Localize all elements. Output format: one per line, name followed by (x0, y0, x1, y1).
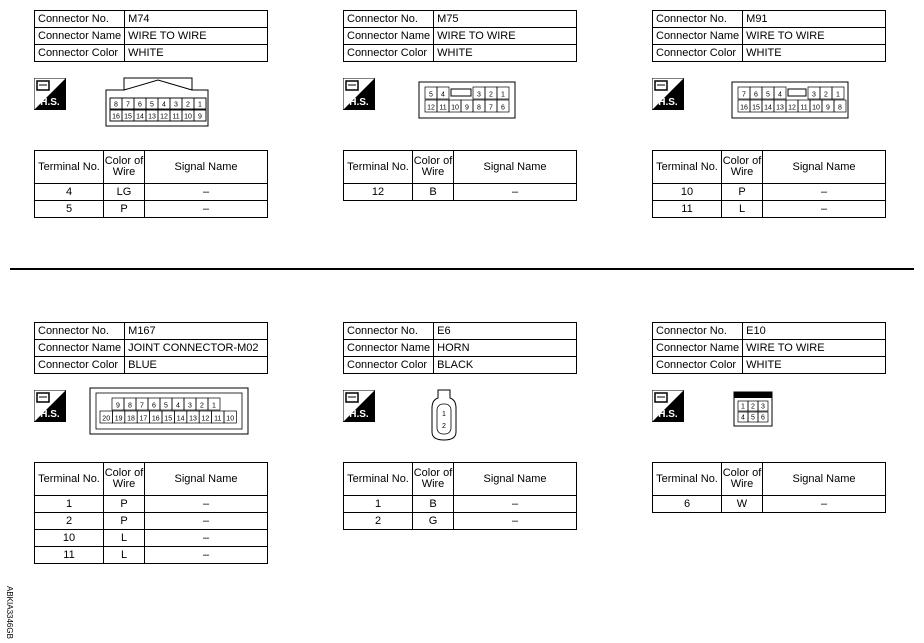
connector-info-table: Connector No. M74 Connector Name WIRE TO WIRE Connector Color WHITE (34, 10, 268, 62)
connector-m74 (34, 10, 268, 215)
pin-number: 7 (126, 101, 130, 109)
pin-number: 15 (752, 104, 760, 112)
svg-text:H.S.: H.S. (349, 409, 369, 420)
connector-color: WHITE (125, 45, 268, 62)
hs-icon (34, 390, 66, 422)
svg-text:H.S.: H.S. (349, 97, 369, 108)
pin-number: 6 (152, 402, 156, 410)
connector-number: E6 (434, 323, 577, 340)
pin-number: 15 (164, 415, 173, 423)
pin-number: 12 (201, 415, 210, 423)
pin-number: 5 (766, 91, 770, 99)
connector-name: WIRE TO WIRE (743, 28, 886, 45)
pin-number: 2 (824, 91, 828, 99)
pin-number: 3 (477, 91, 481, 99)
connector-number: M74 (125, 11, 268, 28)
pin-number: 7 (140, 402, 144, 410)
pin-number: 4 (441, 91, 445, 99)
table-row: 2 P – (35, 513, 268, 530)
connector-name: HORN (434, 340, 577, 357)
table-row: 10 P – (653, 184, 886, 201)
hs-icon (652, 78, 684, 110)
connector-info-table: Connector No. E6 Connector Name HORN Connector Color BLACK (343, 322, 577, 374)
pin-number: 16 (740, 104, 748, 112)
connector-name: JOINT CONNECTOR-M02 (125, 340, 268, 357)
hs-icon (343, 390, 375, 422)
table-row: 1 B – (344, 496, 577, 513)
pin-number: 11 (172, 113, 180, 121)
connector-m167 (34, 322, 268, 561)
connector-info-table: Connector No. M75 Connector Name WIRE TO WIRE Connector Color WHITE (343, 10, 577, 62)
pin-number: 8 (128, 402, 132, 410)
terminal-table: Terminal No. Color of Wire Signal Name 1 B – 2 G – (343, 462, 577, 530)
terminal-table: Terminal No. Color of Wire Signal Name 1 P – 2 P – 10 L – 11 L – (34, 462, 268, 564)
pin-number: 6 (138, 101, 142, 109)
svg-text:H.S.: H.S. (658, 97, 678, 108)
pin-number: 11 (214, 415, 222, 423)
pin-number: 4 (162, 101, 166, 109)
hs-icon (652, 390, 684, 422)
pin-number: 12 (160, 113, 168, 121)
pin-number: 15 (124, 113, 132, 121)
pin-number: 1 (501, 91, 505, 99)
connector-info-table: Connector No. E10 Connector Name WIRE TO WIRE Connector Color WHITE (652, 322, 886, 374)
connector-face-diagram (419, 82, 519, 122)
pin-number: 2 (489, 91, 493, 99)
pin-number: 10 (184, 113, 192, 121)
pin-number: 5 (164, 402, 168, 410)
pin-number: 3 (188, 402, 192, 410)
pin-number: 17 (139, 415, 148, 423)
pin-number: 2 (186, 101, 190, 109)
pin-number: 19 (114, 415, 123, 423)
connector-color: WHITE (743, 45, 886, 62)
pin-number: 6 (761, 414, 765, 422)
pin-number: 8 (838, 104, 842, 112)
pin-number: 14 (176, 415, 185, 423)
connector-name: WIRE TO WIRE (434, 28, 577, 45)
connector-e6 (343, 322, 577, 527)
pin-number: 11 (800, 104, 808, 112)
pin-number: 9 (826, 104, 830, 112)
figure-code: ABKIA3346GB (5, 586, 14, 639)
connector-m75 (343, 10, 577, 198)
pin-number: 7 (742, 91, 746, 99)
terminal-table: Terminal No. Color of Wire Signal Name 4 LG – 5 P – (34, 150, 268, 218)
section-divider (10, 268, 914, 270)
pin-number: 12 (788, 104, 796, 112)
table-row: 1 P – (35, 496, 268, 513)
pin-number: 10 (812, 104, 820, 112)
pin-number: 2 (751, 403, 755, 411)
connector-number: M167 (125, 323, 268, 340)
connector-e10 (652, 322, 886, 510)
table-row: 11 L – (35, 547, 268, 564)
pin-number: 16 (112, 113, 120, 121)
connector-number: M91 (743, 11, 886, 28)
connector-face-diagram (732, 82, 852, 122)
pin-number: 1 (442, 411, 446, 418)
pin-number: 4 (176, 402, 180, 410)
connector-color: BLACK (434, 357, 577, 374)
pin-number: 7 (489, 104, 493, 112)
pin-number: 5 (150, 101, 154, 109)
pin-number: 8 (114, 101, 118, 109)
table-row: 11 L – (653, 201, 886, 218)
pin-number: 5 (751, 414, 755, 422)
hs-icon (34, 78, 66, 110)
connector-color: WHITE (743, 357, 886, 374)
pin-number: 9 (116, 402, 120, 410)
pin-number: 12 (427, 104, 435, 112)
terminal-table: Terminal No. Color of Wire Signal Name 10 P – 11 L – (652, 150, 886, 218)
connector-face-diagram (732, 390, 776, 430)
svg-text:H.S.: H.S. (40, 409, 60, 420)
pin-number: 1 (198, 101, 202, 109)
pin-number: 9 (465, 104, 469, 112)
pin-number: 13 (189, 415, 197, 423)
pin-number: 3 (761, 403, 765, 411)
svg-text:H.S.: H.S. (658, 409, 678, 420)
pin-number: 13 (776, 104, 784, 112)
pin-number: 3 (174, 101, 178, 109)
pin-number: 14 (764, 104, 772, 112)
pin-number: 1 (212, 402, 216, 410)
pin-number: 10 (451, 104, 459, 112)
connector-face-diagram (104, 74, 216, 130)
table-row: 2 G – (344, 513, 577, 530)
connector-face-diagram (429, 388, 459, 444)
pin-number: 20 (102, 415, 111, 423)
pin-number: 6 (501, 104, 505, 112)
terminal-table: Terminal No. Color of Wire Signal Name 12 B – (343, 150, 577, 201)
pin-number: 1 (741, 403, 745, 411)
pin-number: 13 (148, 113, 156, 121)
connector-m91 (652, 10, 886, 215)
table-row: 5 P – (35, 201, 268, 218)
pin-number: 4 (741, 414, 745, 422)
pin-number: 9 (198, 113, 202, 121)
table-row: 4 LG – (35, 184, 268, 201)
connector-name: WIRE TO WIRE (743, 340, 886, 357)
connector-info-table: Connector No. M91 Connector Name WIRE TO WIRE Connector Color WHITE (652, 10, 886, 62)
pin-number: 14 (136, 113, 144, 121)
pin-number: 18 (127, 415, 135, 423)
connector-color: BLUE (125, 357, 268, 374)
pin-number: 6 (754, 91, 758, 99)
pin-number: 16 (151, 415, 160, 423)
pin-number: 2 (200, 402, 204, 410)
table-row: 12 B – (344, 184, 577, 201)
connector-name: WIRE TO WIRE (125, 28, 268, 45)
connector-number: M75 (434, 11, 577, 28)
pin-number: 4 (778, 91, 782, 99)
pin-number: 11 (439, 104, 447, 112)
hs-icon (343, 78, 375, 110)
table-row: 6 W – (653, 496, 886, 513)
connector-color: WHITE (434, 45, 577, 62)
svg-text:H.S.: H.S. (40, 97, 60, 108)
pin-number: 8 (477, 104, 481, 112)
table-row: 10 L – (35, 530, 268, 547)
pin-number: 10 (226, 415, 235, 423)
pin-number: 2 (442, 423, 446, 430)
connector-number: E10 (743, 323, 886, 340)
pin-number: 3 (812, 91, 816, 99)
pin-number: 5 (429, 91, 433, 99)
connector-face-diagram (90, 388, 250, 438)
pin-number: 1 (836, 91, 840, 99)
terminal-table: Terminal No. Color of Wire Signal Name 6 W – (652, 462, 886, 513)
connector-info-table: Connector No. M167 Connector Name JOINT CONNECTOR-M02 Connector Color BLUE (34, 322, 268, 374)
